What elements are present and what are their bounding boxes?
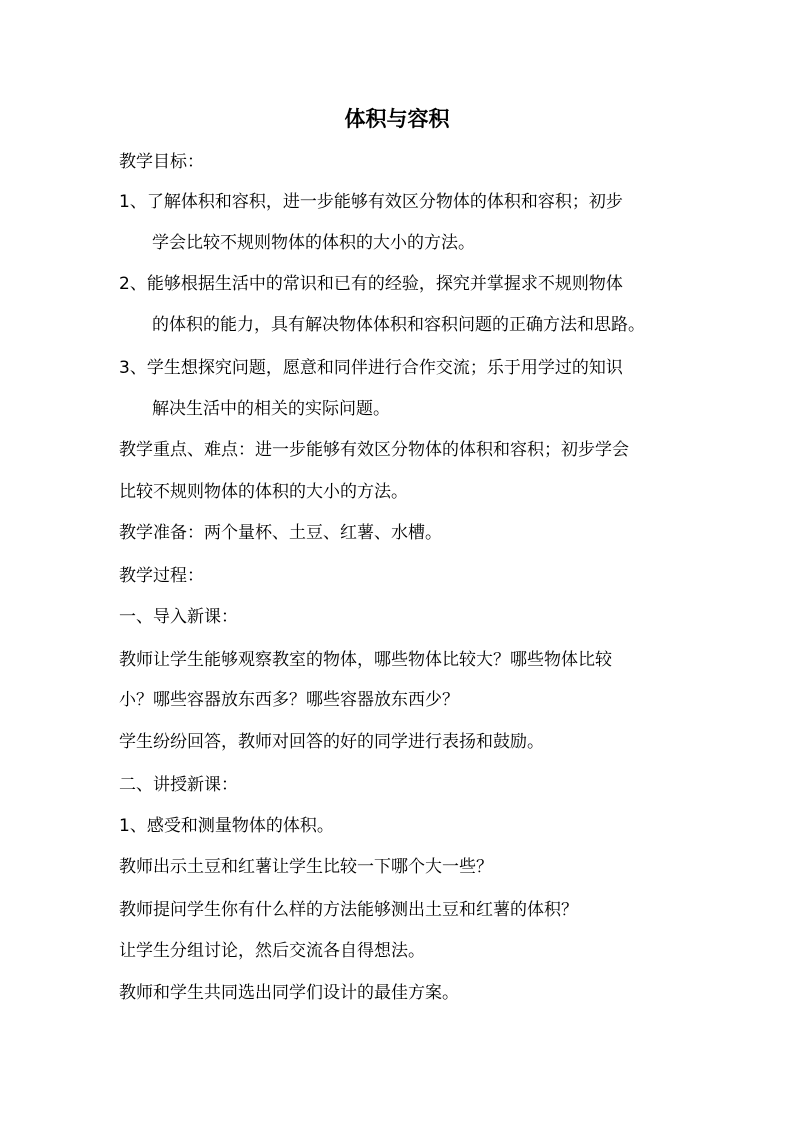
section-1-heading: 一、导入新课：	[119, 607, 238, 627]
preparation-line: 教学准备：两个量杯、土豆、红薯、水槽。	[119, 523, 442, 543]
lesson-line-4: 教师和学生共同选出同学们设计的最佳方案。	[119, 983, 459, 1003]
teaching-goals-heading: 教学目标：	[119, 152, 204, 172]
document-title: 体积与容积	[344, 107, 450, 131]
goal-1-line-2: 学会比较不规则物体的体积的大小的方法。	[152, 233, 475, 253]
goal-1-line-1: 1、了解体积和容积，进一步能够有效区分物体的体积和容积；初步	[119, 192, 623, 212]
intro-line-2: 小？哪些容器放东西多？哪些容器放东西少？	[119, 690, 459, 710]
goal-3-line-2: 解决生活中的相关的实际问题。	[152, 399, 390, 419]
goal-3-line-1: 3、学生想探究问题，愿意和同伴进行合作交流；乐于用学过的知识	[119, 358, 623, 378]
subsection-1-heading: 1、感受和测量物体的体积。	[119, 816, 334, 836]
intro-line-1: 教师让学生能够观察教室的物体，哪些物体比较大？哪些物体比较	[119, 650, 612, 670]
lesson-line-2: 教师提问学生你有什么样的方法能够测出土豆和红薯的体积？	[119, 900, 578, 920]
lesson-line-1: 教师出示土豆和红薯让学生比较一下哪个大一些？	[119, 857, 493, 877]
section-2-heading: 二、讲授新课：	[119, 775, 238, 795]
goal-2-line-1: 2、能够根据生活中的常识和已有的经验，探究并掌握求不规则物体	[119, 274, 623, 294]
goal-2-line-2: 的体积的能力，具有解决物体体积和容积问题的正确方法和思路。	[152, 315, 645, 335]
intro-line-3: 学生纷纷回答，教师对回答的好的同学进行表扬和鼓励。	[119, 732, 544, 752]
lesson-line-3: 让学生分组讨论，然后交流各自得想法。	[119, 941, 425, 961]
key-points-line-2: 比较不规则物体的体积的大小的方法。	[119, 482, 408, 502]
process-heading: 教学过程：	[119, 566, 204, 586]
key-points-line-1: 教学重点、难点：进一步能够有效区分物体的体积和容积；初步学会	[119, 440, 629, 460]
